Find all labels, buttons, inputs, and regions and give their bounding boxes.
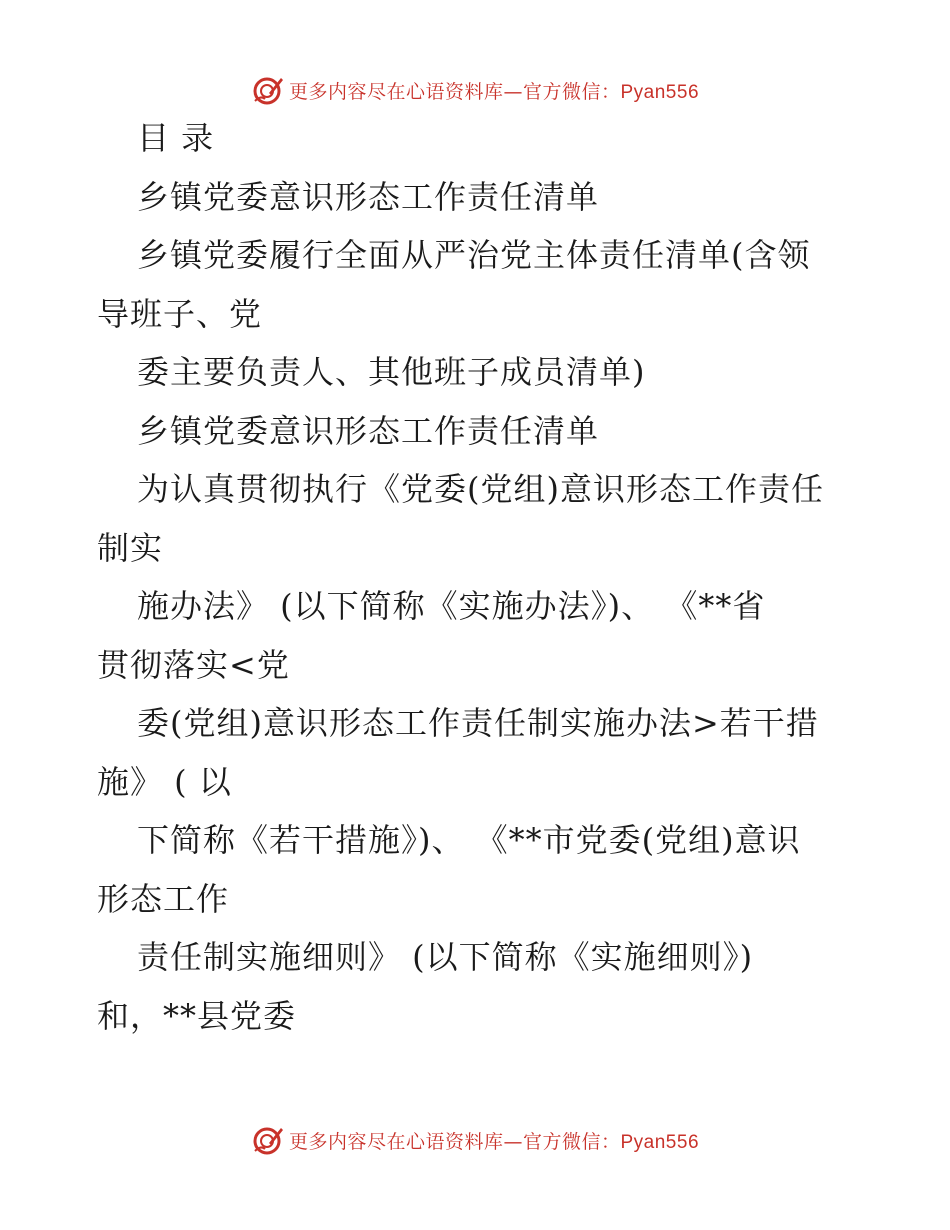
watermark-text	[289, 1127, 699, 1154]
document-line: 责任制实施细则》 (以下简称《实施细则》)	[137, 938, 754, 976]
document-line: 施》 ( 以	[97, 763, 232, 801]
document-line: 施办法》 (以下简称《实施办法》)、 《**省	[137, 587, 766, 625]
pen-logo-icon	[251, 1123, 285, 1157]
document-line: 委(党组)意识形态工作责任制实施办法>若干措	[137, 704, 819, 742]
document-line: 为认真贯彻执行《党委(党组)意识形态工作责任	[137, 470, 824, 508]
document-line: 目 录	[137, 119, 215, 157]
document-line: 贯彻落实<党	[97, 646, 290, 684]
footer-watermark	[0, 1120, 950, 1160]
document-line: 形态工作	[97, 880, 230, 918]
document-line: 乡镇党委意识形态工作责任清单	[137, 178, 600, 216]
document-line: 委主要负责人、其他班子成员清单)	[137, 353, 646, 391]
document-line: 制实	[97, 529, 164, 567]
document-line: 导班子、党	[97, 295, 263, 333]
watermark-wechat-id: Pyan556	[620, 1131, 700, 1153]
header-watermark	[0, 70, 950, 110]
watermark-text-cn: 更多内容尽在心语资料库—官方微信：	[288, 1130, 621, 1153]
watermark-wechat-id: Pyan556	[620, 81, 700, 103]
watermark-text-cn: 更多内容尽在心语资料库—官方微信：	[288, 80, 621, 103]
document-line: 乡镇党委意识形态工作责任清单	[137, 412, 600, 450]
pen-logo-icon	[251, 73, 285, 107]
document-line: 乡镇党委履行全面从严治党主体责任清单(含领	[137, 236, 811, 274]
document-line: 下简称《若干措施》)、 《**市党委(党组)意识	[137, 821, 801, 859]
document-line: 和，**县党委	[97, 997, 297, 1035]
watermark-text	[289, 77, 699, 104]
